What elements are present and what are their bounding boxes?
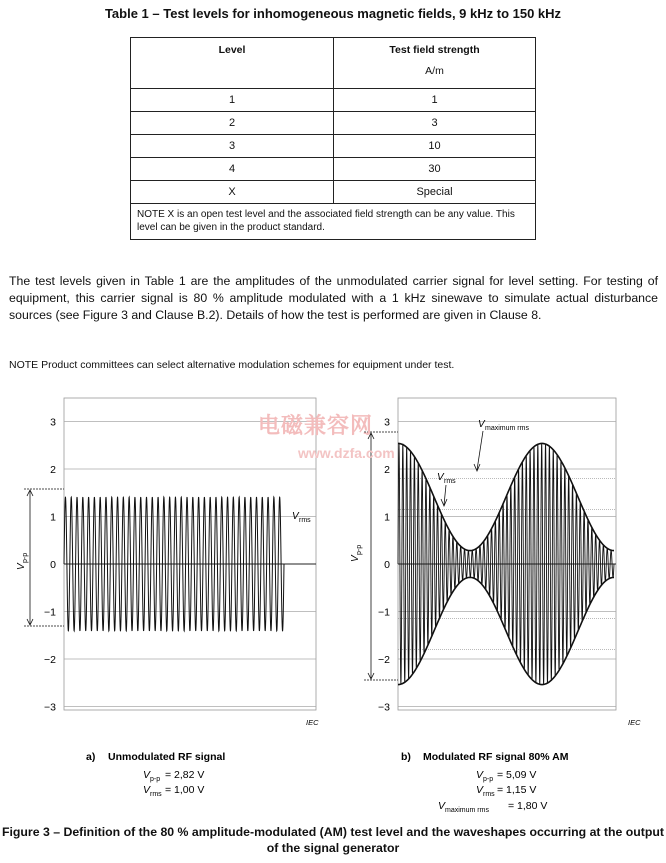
table-row (131, 112, 536, 135)
right-eq1-v: V (476, 769, 484, 781)
table-row (131, 89, 536, 112)
left-eq1-sub: p-p (150, 776, 161, 783)
header-level: Level (131, 38, 334, 89)
left-caption (86, 751, 225, 798)
right-caption (401, 751, 569, 814)
left-iec-mark: IEC (306, 718, 319, 727)
right-vpp-v: V (350, 555, 361, 562)
test-levels-table (130, 37, 536, 240)
right-vpp-sub: p-p (356, 544, 363, 555)
y-tick-label: −2 (378, 654, 390, 666)
y-tick-label: −2 (44, 654, 56, 666)
left-vpp-label (16, 553, 29, 570)
right-eq3-val: = 1,80 V (508, 800, 548, 812)
right-eq2-val: = 1,15 V (497, 784, 537, 796)
right-eq3-v: V (438, 800, 446, 812)
y-tick-label: −1 (44, 606, 56, 619)
strength-cell: 10 (334, 135, 536, 158)
table-row (131, 158, 536, 181)
table-header-row (131, 38, 536, 89)
left-tick-labels (44, 417, 56, 714)
right-iec-mark: IEC (628, 718, 641, 727)
body-paragraph: The test levels given in Table 1 are the amplitudes of the unmodulated carrier signal for level setting. For testing of equipment, this carrier signal is 80 % amplitude modulated with a 1 kHz sinewave to simulate actual disturbance sources (see Figure 3 and Clause B.2). Details of how the test is performed are given in Clause 8. (9, 274, 658, 322)
level-cell: 4 (131, 158, 334, 181)
left-eq1-val: = 2,82 V (165, 769, 205, 781)
left-caption-letter: a) (86, 751, 96, 763)
header-strength (334, 38, 536, 89)
right-vrms-sub: rms (444, 478, 456, 485)
y-tick-label: 3 (50, 416, 56, 429)
right-caption-letter: b) (401, 751, 411, 763)
right-vrms-v: V (437, 472, 444, 483)
watermark-url: www.dzfa.com (298, 445, 395, 461)
left-eq1-v: V (143, 769, 151, 781)
y-tick-label: −3 (44, 701, 56, 714)
left-vrms-sub: rms (299, 517, 311, 524)
header-strength-label: Test field strength (389, 44, 480, 56)
right-eq2-v: V (476, 784, 484, 796)
y-tick-label: 0 (384, 559, 390, 571)
left-caption-text: Unmodulated RF signal (108, 751, 226, 763)
strength-cell: 30 (334, 158, 536, 181)
y-tick-label: −1 (378, 606, 390, 619)
right-eq2-sub: rms (483, 791, 495, 798)
right-eq1-sub: p-p (483, 776, 494, 783)
right-tick-labels (378, 417, 390, 714)
y-tick-label: 3 (384, 416, 390, 429)
watermark-text: 电磁兼容网 (258, 413, 374, 438)
modulated-waveform (398, 444, 614, 685)
left-eq2-val: = 1,00 V (165, 784, 205, 796)
level-cell: X (131, 181, 334, 204)
header-unit: A/m (425, 65, 444, 77)
strength-cell: 1 (334, 89, 536, 112)
y-tick-label: 0 (50, 559, 56, 571)
strength-cell: 3 (334, 112, 536, 135)
table-row (131, 181, 536, 204)
level-cell: 3 (131, 135, 334, 158)
vmax-sub: maximum rms (485, 425, 529, 432)
strength-cell: Special (334, 181, 536, 204)
level-cell: 2 (131, 112, 334, 135)
left-vrms-v: V (292, 511, 299, 522)
right-vpp-label (350, 545, 363, 562)
level-cell: 1 (131, 89, 334, 112)
left-eq2-v: V (143, 784, 151, 796)
y-tick-label: 1 (384, 511, 390, 524)
table-title: Table 1 – Test levels for inhomogeneous magnetic fields, 9 kHz to 150 kHz (104, 6, 562, 21)
y-tick-label: −3 (378, 701, 390, 714)
product-note: NOTE Product committees can select alternative modulation schemes for equipment under test. (9, 359, 455, 371)
y-tick-label: 1 (50, 511, 56, 524)
right-eq1-val: = 5,09 V (497, 769, 537, 781)
left-panel (16, 398, 319, 727)
left-vpp-v: V (16, 563, 27, 570)
left-eq2-sub: rms (150, 791, 162, 798)
right-eq3-sub: maximum rms (445, 807, 489, 814)
y-tick-label: 2 (384, 464, 390, 476)
vmax-v: V (478, 419, 485, 430)
table-row (131, 135, 536, 158)
figure-caption: Figure 3 – Definition of the 80 % amplitude-modulated (AM) test level and the waveshapes occurring at the output of the signal generator (1, 825, 665, 855)
table-note: NOTE X is an open test level and the associated field strength can be any value. This level can be given in the product standard. (131, 204, 536, 240)
right-caption-text: Modulated RF signal 80% AM (423, 751, 569, 763)
table-note-row (131, 204, 536, 240)
y-tick-label: 2 (50, 464, 56, 476)
left-vpp-sub: p-p (22, 552, 29, 563)
